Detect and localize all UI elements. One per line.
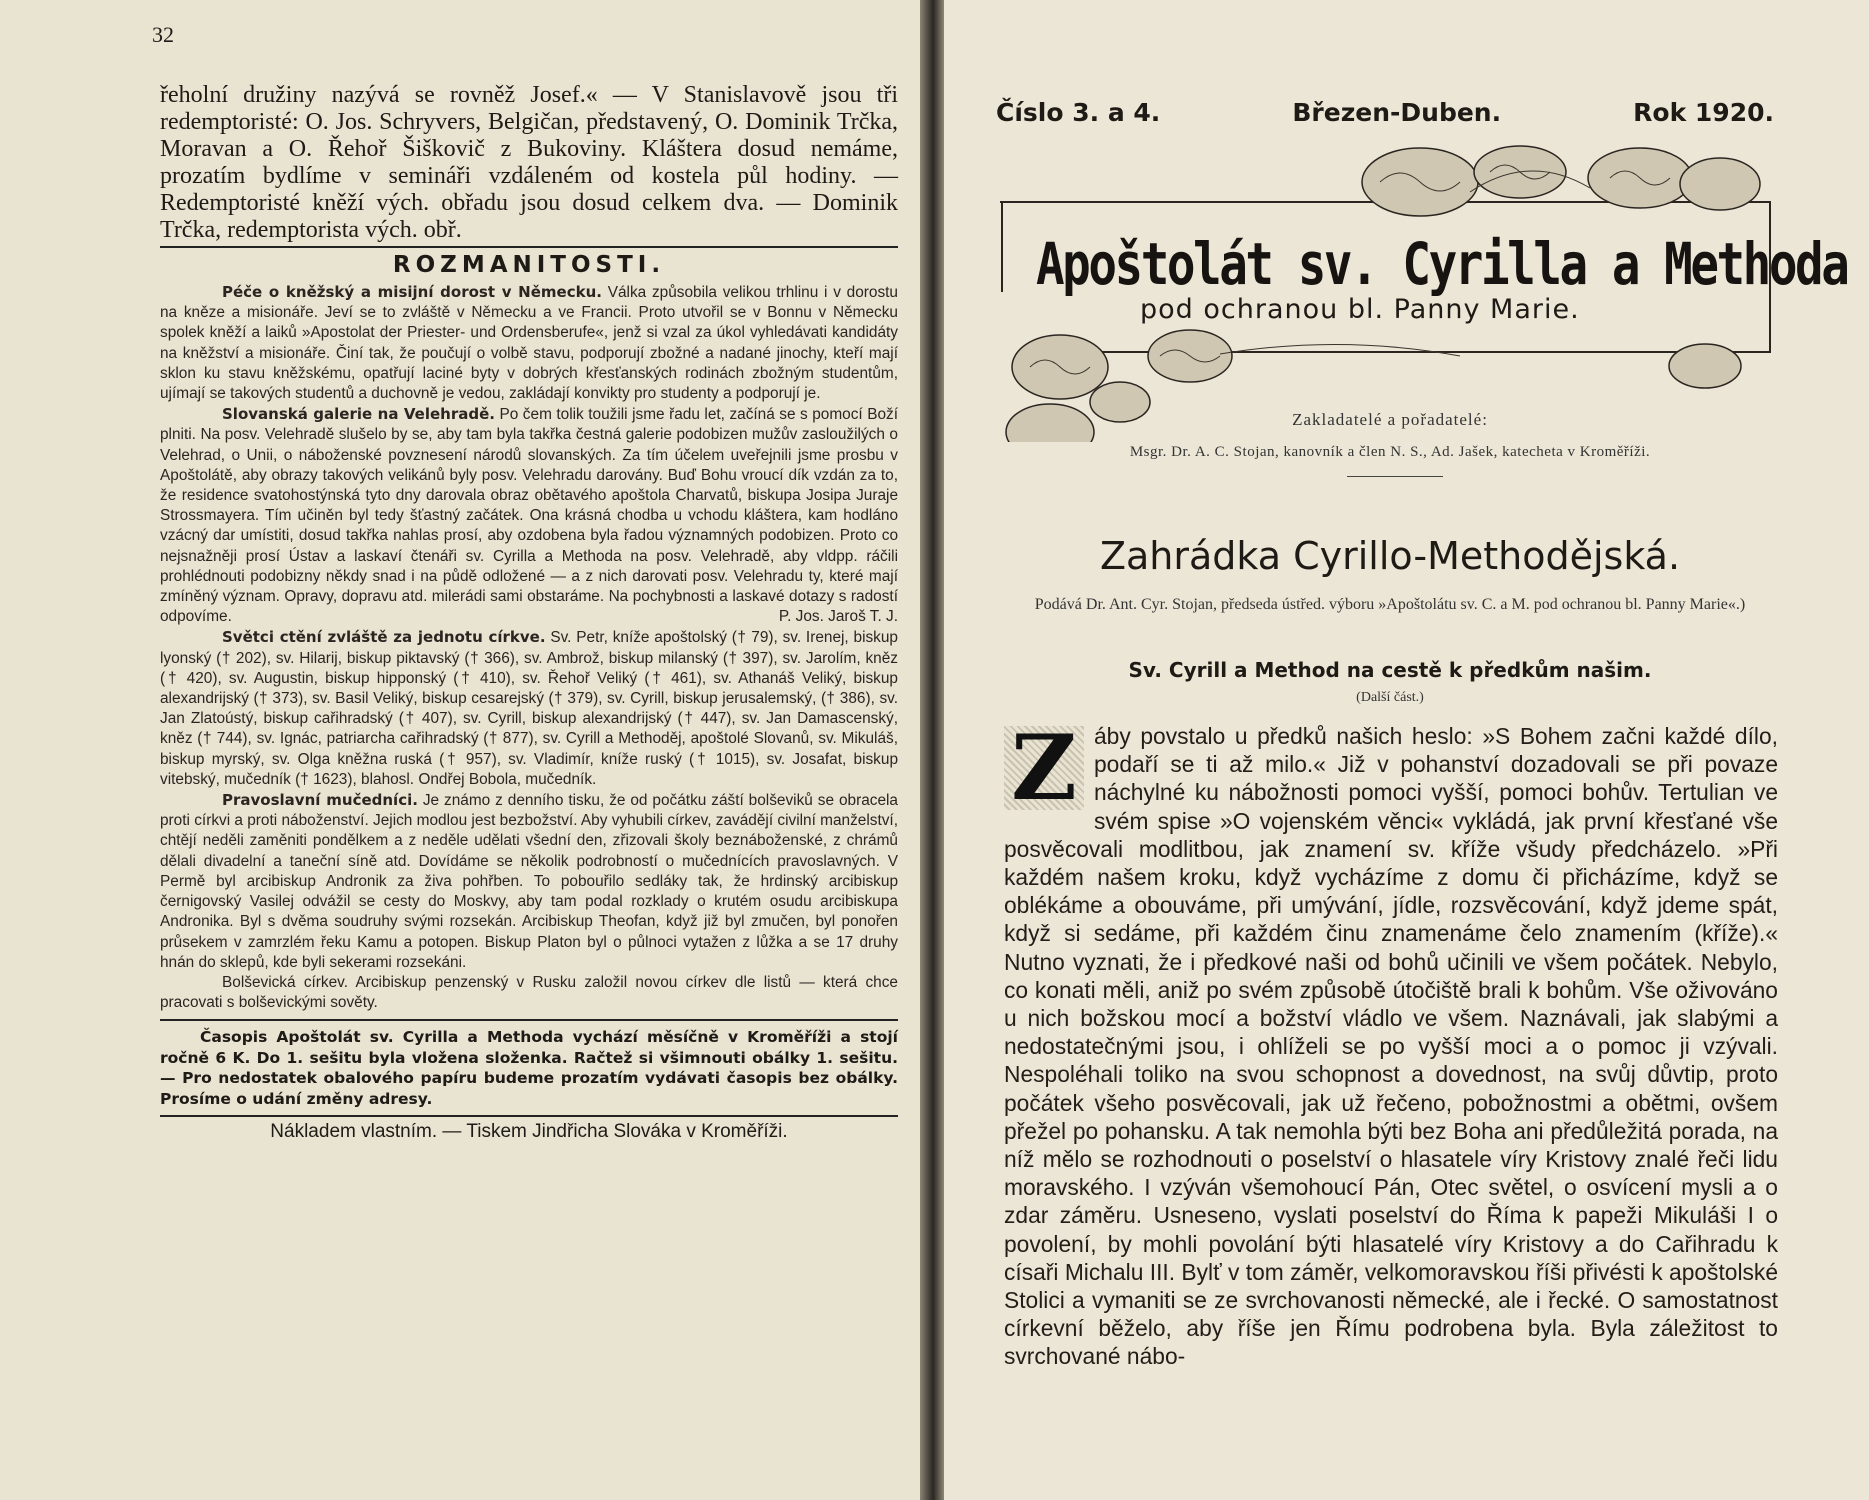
article-body: Válka způsobila velikou trhlinu i v dorostu na kněze a misionáře. Jeví se to zvláště v Německu a ve Francii. Proto utvořil se v Bonnu v Německu spolek kněží a laiků »Apostolat der Priester- und Ordensberufe«, jenž si vzal za úkol vyhledávati kandidáty na kněžství a misionáře. Činí tak, že poučují o volbě stavu, podporují zbožné a nadané jinochy, kteří mají sklon ku stavu kněžskému, opatřují laciné byty v dobrých křesťanských rodinách zbožným studentům, ujímají se takových studentů a duchovně je vedou, zakládají konvikty pro studenty a podporují je. [160, 284, 898, 403]
article-title: Světci ctění zvláště za jednotu církve. [222, 628, 546, 647]
masthead-title: Apoštolát sv. Cyrilla a Methoda [1036, 230, 1848, 298]
article-signature: P. Jos. Jaroš T. J. [778, 608, 898, 626]
article-bolshevik-church [160, 973, 898, 1013]
article-body: Je známo z denního tisku, že od počátku záští bolševiků se obracela proti církvi a proti náboženství. Jejich modlou jest bezbožství. Aby vyhubili církev, zavádějí civilní manželství, chtějí neděli zaměniti pondělkem a z neděle udělati všední den, zřizovali školy beznáboženské, z chrámů dělali divadelní a taneční síně atd. Dovídáme se několik podrobností o mučednících pravoslavných. V Permě byl arcibiskup Andronik za živa pohřben. To pobouřilo sedláky tak, že hrdinský arcibiskup černigovský Vasilej odvážil se cesty do Moskvy, aby tam podal rozklady o krutém osudu arcibiskupa Andronika. Byl s dvěma soudruhy svými rozsekán. Arcibiskup Theofan, když již byl zmučen, byl ponořen průsekem v zamrzlém řeku Kamu a potopen. Biskup Platon byl o půlnoci vytažen z lůžka a se 17 druhy hnán do sklepů, kde byli sekerami rozsekáni. [160, 792, 898, 971]
article-title: Pravoslavní mučedníci. [222, 791, 418, 810]
book-gutter [920, 0, 944, 1500]
issue-number: Číslo 3. a 4. [996, 98, 1161, 127]
article-heading: Sv. Cyrill a Method na cestě k předkům našim. [1128, 658, 1652, 682]
masthead-subtitle: pod ochranou bl. Panny Marie. [1140, 294, 1580, 325]
drop-cap: Z [1004, 726, 1084, 810]
imprint-line: Nákladem vlastním. — Tiskem Jindřicha Slováka v Kroměříži. [160, 1115, 898, 1143]
issue-year: Rok 1920. [1633, 98, 1774, 127]
column-title: Zahrádka Cyrillo-Methodějská. [1099, 534, 1681, 578]
article-body: Arcibiskup penzenský v Rusku založil novou církev dle listů — která chce pracovati s bolševickými sověty. [160, 973, 898, 1012]
page-number: 32 [152, 22, 174, 47]
subscription-notice: Časopis Apoštolát sv. Cyrilla a Methoda vychází měsíčně v Kroměříži a stojí ročně 6 K. Do 1. sešitu byla vložena složenka. Račtež si všimnouti obálky 1. sešitu. — Pro nedostatek obalového papíru budeme prozatím vydávati časopis bez obálky. Prosíme o udání změny adresy. [160, 1019, 898, 1109]
article-title: Slovanská galerie na Velehradě. [222, 405, 495, 424]
article-orthodox-martyrs [160, 790, 898, 973]
article-text: áby povstalo u předků našich heslo: »S Bohem začni každé dílo, podaří se ti až milo.« Již v pohanství dozadovali se při povaze náchylné ku nábožnosti pomoci vyšší, pomoci bohův. Tertulian ve svém spise »O vojenském věnci« vykládá, jak první křesťané vše posvěcovali modlitbou, jak znamení sv. kříže všudy předcházelo. »Při každém našem kroku, když vycházíme z domu či přicházíme, když se oblékáme a obouváme, při umývání, jídle, rozsvěcování, když jdeme spát, když si sedáme, při každém činu znamenáme čelo znamením (kříže).« Nutno vyznati, že i předkové naši od bohů učinili ve všem počátek. Nebylo, co konati měli, aniž po svém způsobě útočiště brali k bohům. Vše oživováno u nich božskou mocí a božství vládlo ve všem. Naznávali, jak slabými a nedostatečnými jsou, i ohlíželi se po vyšší moci a o pomoc ji vzývali. Nespoléhali toliko na svou schopnost a dovednost, na svůj důvtip, proto počátek všeho posvěcovali, jak už řečeno, pobožnostmi a obětmi, ovšem přežel po pohansku. A tak nemohla býti bez Boha ani předůležitá porada, na níž mělo se rozhodnouti o poselství o hlasatele víry Kristovy znalé řeči lidu moravského. I vzýván všemohoucí Pán, Otec světel, o osvícení mysli a o zdar záměru. Usneseno, vyslati poselství do Říma k papeži Mikuláši I o povolení, by mohli povolání býti hlasatelé víry Kristovy a do Cařihradu k císaři Michalu III. Bylť v tom záměr, velkomoravskou říši přivésti k apoštolské Stolici a vymaniti se ze svrchovanosti německé, ale i řecké. O samostatnost církevní běželo, aby říše jen Římu podrobena byla. Byla záležitost to svrchované nábo- [1004, 723, 1778, 1370]
article-title: Péče o kněžský a misijní dorost v Německu. [222, 283, 602, 301]
founders-names: Msgr. Dr. A. C. Stojan, kanovník a člen N. S., Ad. Jašek, katecheta v Kroměříži. [1129, 444, 1651, 460]
issue-header [996, 98, 1774, 127]
section-heading: ROZMANITOSTI. [392, 252, 666, 278]
article-slavic-gallery [160, 404, 898, 627]
masthead [1000, 142, 1848, 442]
continued-note: (Další část.) [1356, 690, 1424, 705]
article-priest-recruitment [160, 282, 898, 404]
short-divider [1347, 476, 1443, 477]
divider-rule [160, 246, 898, 248]
left-column [160, 82, 898, 1143]
article-title: Bolševická církev. [222, 973, 349, 991]
issue-months: Březen-Duben. [1292, 98, 1502, 127]
article-saints-unity [160, 627, 898, 790]
article-body: Sv. Petr, kníže apoštolský († 79), sv. Irenej, biskup lyonský († 202), sv. Hilarij, biskup piktavský († 366), sv. Ambrož, biskup milanský († 397), sv. Jarolím, kněz († 420), sv. Augustin, biskup hipponský († 410), sv. Řehoř Veliký († 461), sv. Athanáš Veliký, biskup alexandrijský († 373), sv. Basil Veliký, biskup cesarejský († 379), sv. Cyrill, biskup jerusalemský, († 386), sv. Jan Zlatoústý, biskup cařihradský († 407), sv. Cyrill, biskup alexandrijský († 447), sv. Jan Damascenský, kněz († 744), sv. Ignác, patriarcha cařihradský († 877), sv. Cyrill a Methoděj, apoštolé Slovanů, sv. Mikuláš, biskup myrský, sv. Olga kněžna ruská († 957), sv. Vladimír, kníže ruský († 1015), sv. Josafat, biskup vitebský, mučedník († 1623), blahosl. Ondřej Bobola, mučedník. [160, 629, 898, 788]
article-body-right [1004, 715, 1778, 1371]
column-editor: Podává Dr. Ant. Cyr. Stojan, předseda ústřed. výboru »Apoštolátu sv. C. a M. pod ochranou bl. Panny Marie«.) [1034, 596, 1746, 613]
intro-text: řeholní družiny nazývá se rovněž Josef.« — V Stanislavově jsou tři redemptoristé: O. Jos. Schryvers, Belgičan, představený, O. Dominik Trčka, Moravan a O. Řehoř Šiškovič z Bukoviny. Kláštera dosud nemáme, prozatím bydlíme v semináři vzdáleném od kostela půl hodiny. — Redemptoristé kněží vých. obřadu jsou dosud celkem dva. — Dominik Trčka, redemptorista vých. obř. [160, 82, 898, 243]
founders-label: Zakladatelé a pořadatelé: [1292, 410, 1488, 429]
article-body: Po čem tolik toužili jsme řadu let, začíná se s pomocí Boží plniti. Na posv. Velehradě slušelo by se, aby tam byla takřka čestná galerie podobizen mužův zasloužilých o Velehrad, o Unii, o náboženské povznesení národů slovanských. Za tím účelem uveřejnili jsme prosbu v Apoštolátě, aby obrazy takových velikánů byly posv. Velehradu darovány. Buď Bohu vroucí dík vzdán za to, že residence svatohostýnská tyto dny darovala obraz obětavého apoštola Charvatů, biskupa Josipa Juraje Strossmayera. Tím učiněn byl tedy šťastný začátek. Ona krásná chodba u vchodu kláštera, kam hodláno vzácný dar umístiti, dosud takřka nahlas prosí, aby ozdobena byla řadou významných podobizen. Proto co nejsnažněji prosí Ústav a laskaví čtenáři sv. Cyrilla a Methoda na posv. Velehradě, aby vldpp. ráčili prohlédnouti podobizny někdy snad i na půdě odložené — a z nich darovati posv. Velehradu ty, které mají zmíněný význam. Opravy, dopravu atd. milerádi sami obstaráme. Na pochybnosti a laskavé dotazy s radostí odpovíme. [160, 406, 899, 626]
